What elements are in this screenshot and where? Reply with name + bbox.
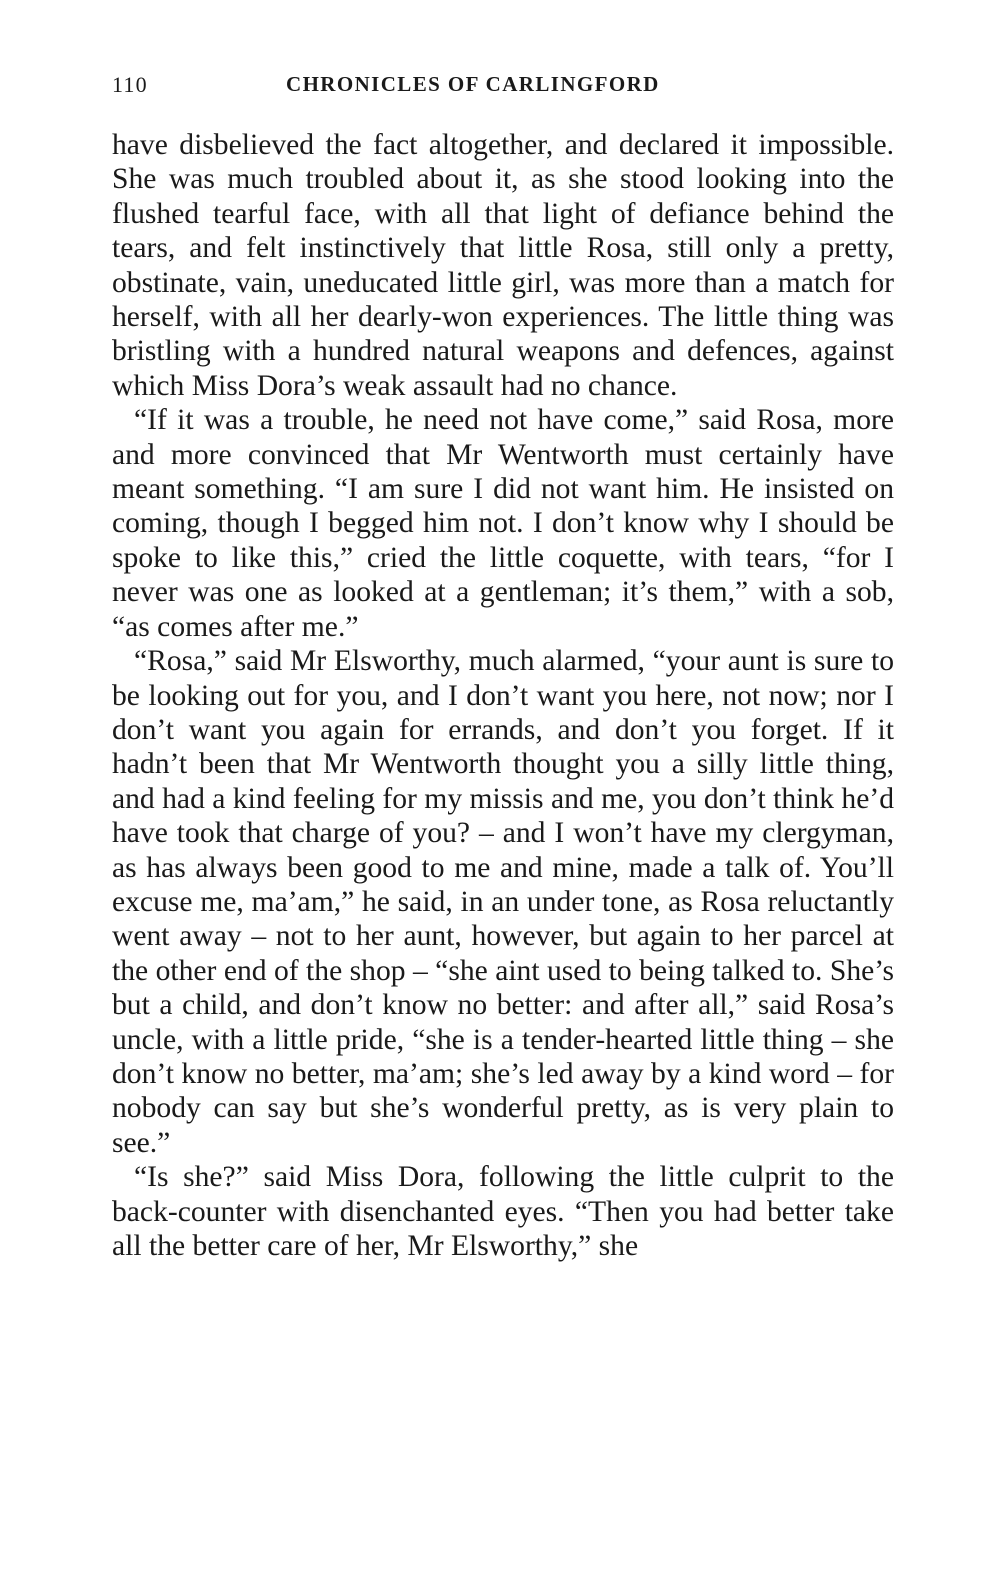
- body-text: [112, 128, 894, 1263]
- running-head: [112, 72, 894, 106]
- page-number: 110: [112, 72, 148, 97]
- paragraph-2: “If it was a trouble, he need not have come,” said Rosa, more and more convinced that Mr Wentworth must certainly have meant something. “I am sure I did not want him. He insisted on coming, though I begged him not. I don’t know why I should be spoke to like this,” cried the little coquette, with tears, “for I never was one as looked at a gentleman; it’s them,” with a sob, “as comes after me.”: [112, 404, 894, 643]
- book-page: [112, 72, 894, 1263]
- paragraph-4: “Is she?” said Miss Dora, following the little culprit to the back-counter with disenchanted eyes. “Then you had better take all the better care of her, Mr Elsworthy,” she: [112, 1161, 894, 1262]
- running-title: CHRONICLES OF CARLINGFORD: [286, 72, 660, 96]
- paragraph-3: “Rosa,” said Mr Elsworthy, much alarmed, “your aunt is sure to be looking out for you, and I don’t want you here, not now; nor I don’t want you again for errands, and don’t you forget. If it hadn’t been that Mr Wentworth thought you a silly little thing, and had a kind feeling for my missis and me, you don’t think he’d have took that charge of you? – and I won’t have my clergyman, as has always been good to me and mine, made a talk of. You’ll excuse me, ma’am,” he said, in an under tone, as Rosa reluctantly went away – not to her aunt, however, but again to her parcel at the other end of the shop – “she aint used to being talked to. She’s but a child, and don’t know no better: and after all,” said Rosa’s uncle, with a little pride, “she is a tender-hearted little thing – she don’t know no better, ma’am; she’s led away by a kind word – for nobody can say but she’s wonderful pretty, as is very plain to see.”: [112, 645, 894, 1159]
- paragraph-1: have disbelieved the fact altogether, and declared it impossible. She was much troubled about it, as she stood looking into the flushed tearful face, with all that light of defiance behind the tears, and felt instinctively that little Rosa, still only a pretty, obstinate, vain, uneducated little girl, was more than a match for herself, with all her dearly-won experiences. The little thing was bristling with a hundred natural weapons and defences, against which Miss Dora’s weak assault had no chance.: [112, 129, 894, 402]
